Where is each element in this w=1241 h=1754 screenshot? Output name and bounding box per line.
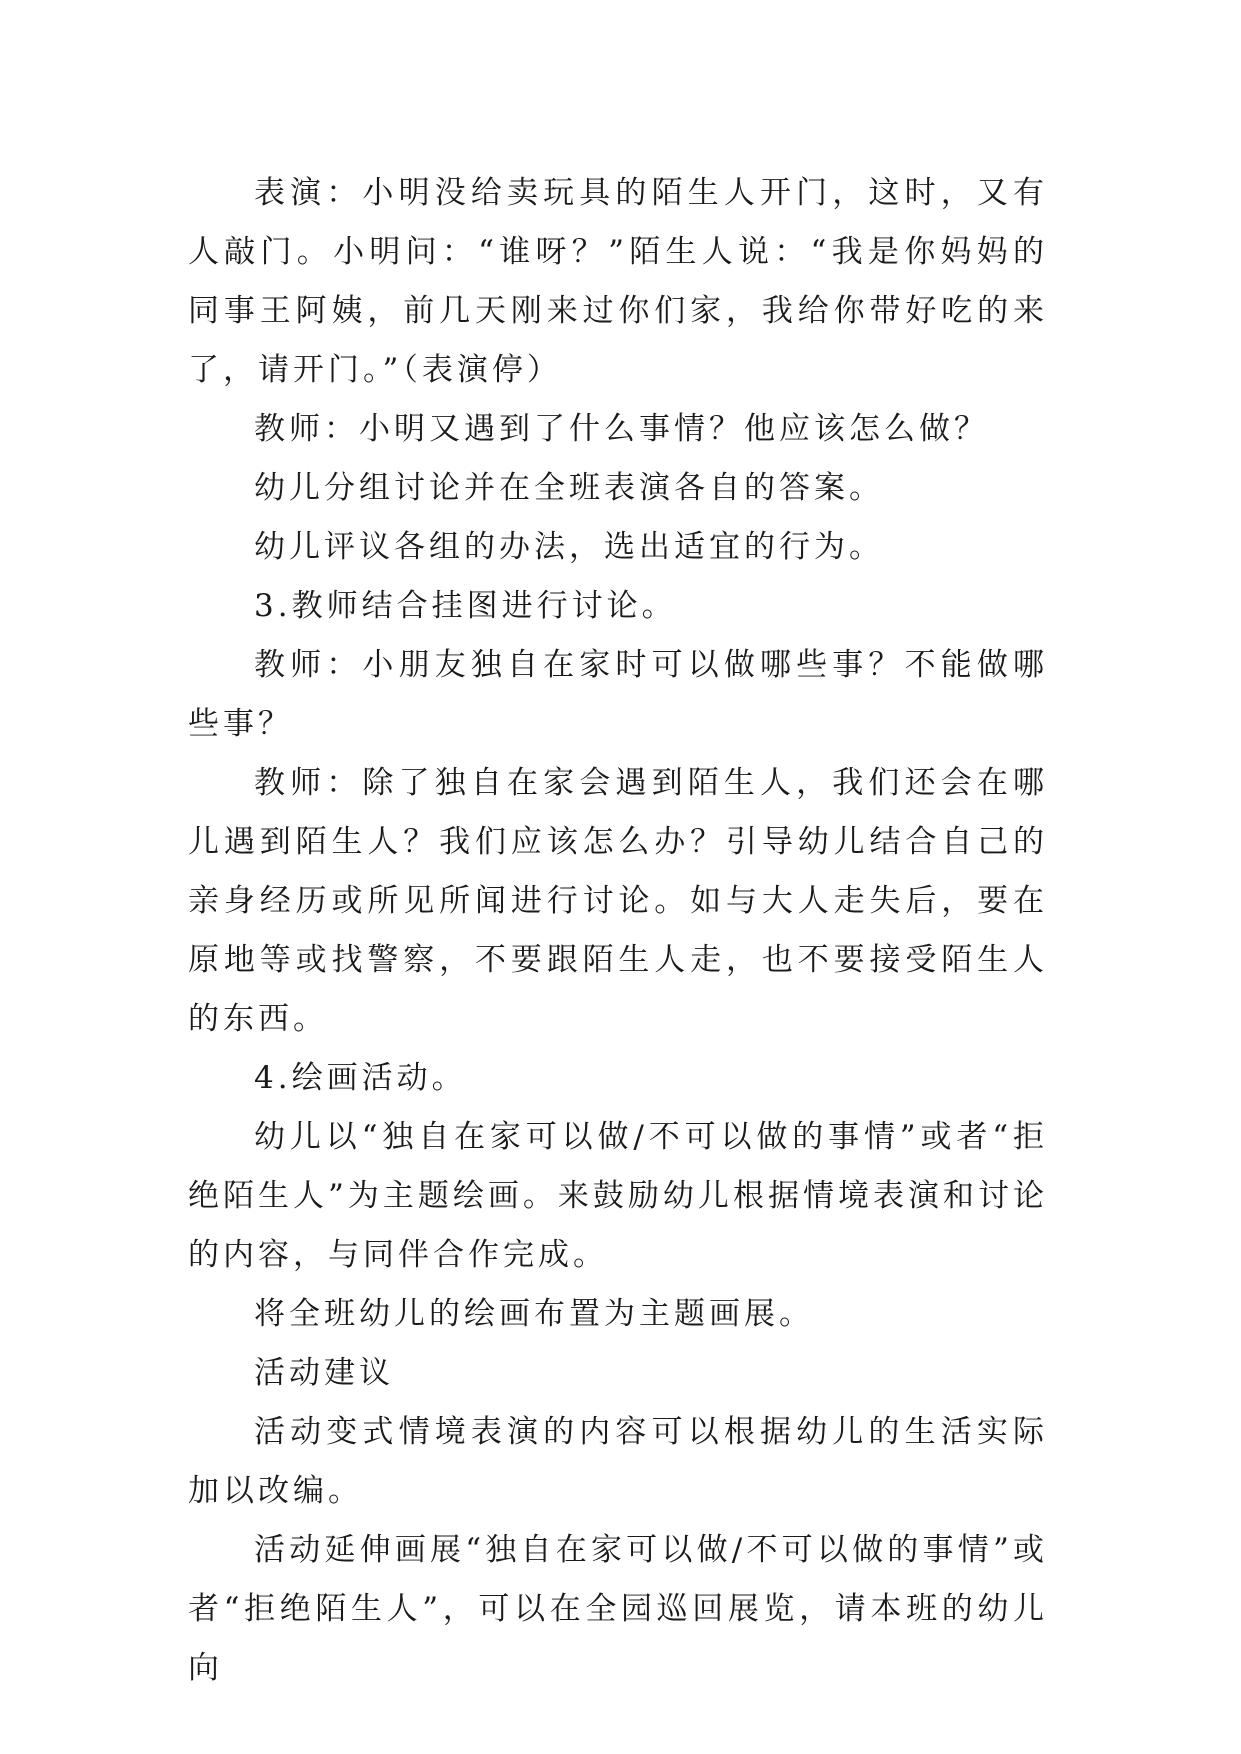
paragraph-strangers-discussion: 教师：除了独自在家会遇到陌生人，我们还会在哪儿遇到陌生人？我们应该怎么办？引导幼儿结合自己的亲身经历或所见所闻进行讨论。如与大人走失后，要在原地等或找警察，不要跟陌生人走，也不要接受陌生人的东西。 <box>188 765 1048 1037</box>
paragraph-step-3-heading: 3.教师结合挂图进行讨论。 <box>254 588 677 624</box>
paragraph-teacher-question: 教师：小明又遇到了什么事情？他应该怎么做？ <box>254 411 989 447</box>
paragraph-exhibition: 将全班幼儿的绘画布置为主题画展。 <box>254 1296 814 1332</box>
paragraph-performance: 表演：小明没给卖玩具的陌生人开门，这时，又有人敲门。小明问：“谁呀？”陌生人说：“我是你妈妈的同事王阿姨，前几天刚来过你们家，我给你带好吃的来了，请开门。”（表演停） <box>188 175 1048 388</box>
paragraph-home-alone-question: 教师：小朋友独自在家时可以做哪些事？不能做哪些事？ <box>188 647 1048 742</box>
paragraph-step-4-heading: 4.绘画活动。 <box>254 1060 467 1096</box>
paragraph-extension: 活动延伸画展“独自在家可以做/不可以做的事情”或者“拒绝陌生人”，可以在全园巡回展览，请本班的幼儿向 <box>188 1532 1048 1686</box>
paragraph-variation: 活动变式情境表演的内容可以根据幼儿的生活实际加以改编。 <box>188 1414 1048 1509</box>
document-body <box>188 164 1048 1698</box>
paragraph-group-discussion: 幼儿分组讨论并在全班表演各自的答案。 <box>254 470 884 506</box>
paragraph-drawing-theme: 幼儿以“独自在家可以做/不可以做的事情”或者“拒绝陌生人”为主题绘画。来鼓励幼儿根据情境表演和讨论的内容，与同伴合作完成。 <box>188 1119 1048 1273</box>
paragraph-suggestions-heading: 活动建议 <box>254 1355 394 1391</box>
paragraph-evaluation: 幼儿评议各组的办法，选出适宜的行为。 <box>254 529 884 565</box>
